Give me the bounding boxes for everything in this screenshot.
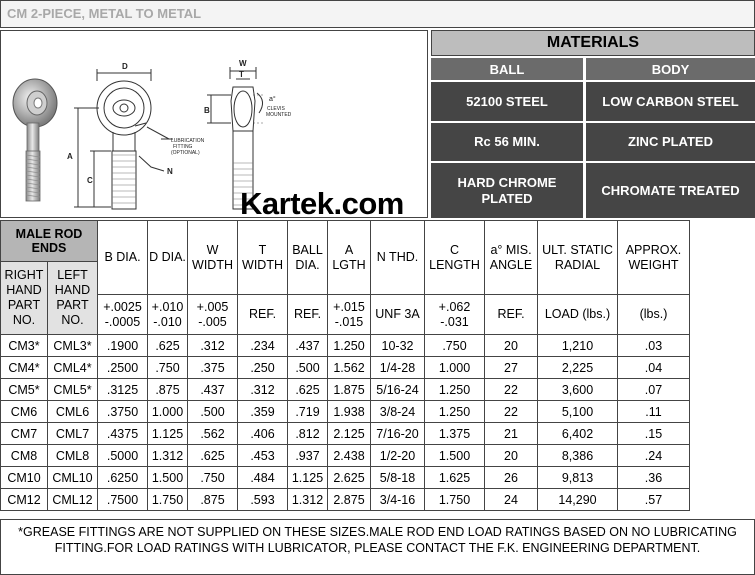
dim-label-C: C bbox=[87, 176, 93, 185]
mounted-label: MOUNTED bbox=[266, 112, 292, 118]
tol-load: LOAD (lbs.) bbox=[538, 295, 618, 335]
table-row bbox=[1, 401, 690, 423]
materials-ball-1: 52100 STEEL bbox=[431, 82, 583, 121]
table-cell: .07 bbox=[618, 379, 690, 401]
table-cell: CM7 bbox=[1, 423, 48, 445]
table-cell: 20 bbox=[485, 335, 538, 357]
table-cell: 1,210 bbox=[538, 335, 618, 357]
tol-w-width: +.005 -.005 bbox=[188, 295, 238, 335]
table-cell: .500 bbox=[288, 357, 328, 379]
table-cell: .375 bbox=[188, 357, 238, 379]
table-cell: .3750 bbox=[98, 401, 148, 423]
table-cell: 1.500 bbox=[425, 445, 485, 467]
table-cell: .57 bbox=[618, 489, 690, 511]
table-cell: .7500 bbox=[98, 489, 148, 511]
materials-col-ball: BALL bbox=[431, 58, 583, 80]
table-cell: .4375 bbox=[98, 423, 148, 445]
table-cell: .5000 bbox=[98, 445, 148, 467]
table-cell: 5,100 bbox=[538, 401, 618, 423]
group-header-male-rod-ends: MALE ROD ENDS bbox=[1, 221, 98, 262]
tol-t-width: REF. bbox=[238, 295, 288, 335]
table-cell: 21 bbox=[485, 423, 538, 445]
table-cell: CM3* bbox=[1, 335, 48, 357]
col-head-approx-weight: APPROX. WEIGHT bbox=[618, 221, 690, 295]
table-cell: .36 bbox=[618, 467, 690, 489]
table-cell: CML5* bbox=[48, 379, 98, 401]
table-cell: .453 bbox=[238, 445, 288, 467]
spec-table bbox=[0, 220, 690, 511]
table-cell: .312 bbox=[238, 379, 288, 401]
materials-body-2: ZINC PLATED bbox=[586, 123, 755, 161]
page-title: CM 2-PIECE, METAL TO METAL bbox=[7, 6, 202, 21]
table-row bbox=[1, 489, 690, 511]
table-cell: 2.625 bbox=[328, 467, 371, 489]
brand-watermark: Kartek.com bbox=[240, 186, 404, 221]
table-cell: 3/4-16 bbox=[371, 489, 425, 511]
table-cell: .875 bbox=[148, 379, 188, 401]
col-head-c-length: C LENGTH bbox=[425, 221, 485, 295]
table-cell: CML4* bbox=[48, 357, 98, 379]
table-cell: .3125 bbox=[98, 379, 148, 401]
tol-a-lgth: +.015 -.015 bbox=[328, 295, 371, 335]
col-head-w-width: W WIDTH bbox=[188, 221, 238, 295]
table-cell: 1.312 bbox=[288, 489, 328, 511]
tol-b-dia: +.0025 -.0005 bbox=[98, 295, 148, 335]
table-cell: .250 bbox=[238, 357, 288, 379]
col-head-left-hand: LEFT HAND PART NO. bbox=[48, 262, 98, 335]
dim-label-B: B bbox=[204, 106, 210, 115]
table-cell: CM12 bbox=[1, 489, 48, 511]
table-cell: 27 bbox=[485, 357, 538, 379]
table-cell: 22 bbox=[485, 401, 538, 423]
table-row bbox=[1, 445, 690, 467]
table-cell: 3,600 bbox=[538, 379, 618, 401]
table-cell: .312 bbox=[188, 335, 238, 357]
title-bar bbox=[0, 0, 755, 28]
table-cell: .11 bbox=[618, 401, 690, 423]
table-cell: 5/16-24 bbox=[371, 379, 425, 401]
lubrication-label-1: LUBRICATION bbox=[171, 138, 205, 144]
table-cell: .15 bbox=[618, 423, 690, 445]
table-cell: .6250 bbox=[98, 467, 148, 489]
table-cell: CM6 bbox=[1, 401, 48, 423]
table-cell: 1.375 bbox=[425, 423, 485, 445]
materials-body-1: LOW CARBON STEEL bbox=[586, 82, 755, 121]
col-head-a-lgth: A LGTH bbox=[328, 221, 371, 295]
table-cell: 10-32 bbox=[371, 335, 425, 357]
col-head-right-hand: RIGHT HAND PART NO. bbox=[1, 262, 48, 335]
dim-label-D: D bbox=[122, 62, 128, 71]
table-cell: .406 bbox=[238, 423, 288, 445]
table-cell: 1.250 bbox=[425, 401, 485, 423]
table-cell: 6,402 bbox=[538, 423, 618, 445]
lubrication-label-3: (OPTIONAL) bbox=[171, 150, 200, 156]
table-cell: .04 bbox=[618, 357, 690, 379]
table-cell: 1.750 bbox=[425, 489, 485, 511]
lubrication-label-2: FITTING bbox=[173, 144, 193, 150]
dim-label-a: a° bbox=[269, 96, 276, 103]
col-head-b-dia: B DIA. bbox=[98, 221, 148, 295]
table-cell: 1.250 bbox=[425, 379, 485, 401]
table-cell: .1900 bbox=[98, 335, 148, 357]
col-head-mis-angle: a° MIS. ANGLE bbox=[485, 221, 538, 295]
table-cell: .562 bbox=[188, 423, 238, 445]
rod-end-photo bbox=[13, 79, 57, 201]
table-row bbox=[1, 379, 690, 401]
footnote: *GREASE FITTINGS ARE NOT SUPPLIED ON THESE SIZES.MALE ROD END LOAD RATINGS BASED ON NO LUBRICATING FITTING.FOR LOAD RATINGS WITH LUBRICATOR, PLEASE CONTACT THE F.K. ENGINEERING DEPARTMENT. bbox=[0, 519, 755, 575]
col-head-t-width: T WIDTH bbox=[238, 221, 288, 295]
table-cell: CM10 bbox=[1, 467, 48, 489]
table-cell: .750 bbox=[148, 357, 188, 379]
table-cell: CML8 bbox=[48, 445, 98, 467]
materials-body-3: CHROMATE TREATED bbox=[586, 163, 755, 218]
table-cell: .750 bbox=[188, 467, 238, 489]
table-cell: 1.500 bbox=[148, 467, 188, 489]
table-cell: 20 bbox=[485, 445, 538, 467]
dim-label-T: T bbox=[239, 70, 244, 79]
table-cell: CM8 bbox=[1, 445, 48, 467]
table-cell: .937 bbox=[288, 445, 328, 467]
table-cell: .03 bbox=[618, 335, 690, 357]
materials-title: MATERIALS bbox=[431, 30, 755, 56]
table-row bbox=[1, 467, 690, 489]
table-cell: 3/8-24 bbox=[371, 401, 425, 423]
materials-ball-2: Rc 56 MIN. bbox=[431, 123, 583, 161]
table-cell: 2,225 bbox=[538, 357, 618, 379]
table-cell: .437 bbox=[288, 335, 328, 357]
dim-label-A: A bbox=[67, 152, 73, 161]
table-cell: 1.125 bbox=[148, 423, 188, 445]
table-cell: CML10 bbox=[48, 467, 98, 489]
table-cell: 8,386 bbox=[538, 445, 618, 467]
table-cell: 1.938 bbox=[328, 401, 371, 423]
table-cell: CML3* bbox=[48, 335, 98, 357]
table-cell: .234 bbox=[238, 335, 288, 357]
tol-d-dia: +.010 -.010 bbox=[148, 295, 188, 335]
table-cell: .500 bbox=[188, 401, 238, 423]
table-cell: CML12 bbox=[48, 489, 98, 511]
table-cell: CM5* bbox=[1, 379, 48, 401]
table-cell: 1.875 bbox=[328, 379, 371, 401]
data-rows bbox=[1, 335, 690, 511]
table-cell: .593 bbox=[238, 489, 288, 511]
table-cell: .437 bbox=[188, 379, 238, 401]
table-cell: .625 bbox=[188, 445, 238, 467]
table-cell: .359 bbox=[238, 401, 288, 423]
table-cell: .484 bbox=[238, 467, 288, 489]
table-cell: 1/2-20 bbox=[371, 445, 425, 467]
table-cell: .812 bbox=[288, 423, 328, 445]
table-cell: 22 bbox=[485, 379, 538, 401]
table-cell: 2.875 bbox=[328, 489, 371, 511]
table-cell: 1.125 bbox=[288, 467, 328, 489]
tol-c-length: +.062 -.031 bbox=[425, 295, 485, 335]
col-head-d-dia: D DIA. bbox=[148, 221, 188, 295]
table-cell: 14,290 bbox=[538, 489, 618, 511]
table-cell: .625 bbox=[148, 335, 188, 357]
dim-label-N: N bbox=[167, 167, 173, 176]
col-head-ball-dia: BALL DIA. bbox=[288, 221, 328, 295]
col-head-n-thd: N THD. bbox=[371, 221, 425, 295]
col-head-ult-static-radial: ULT. STATIC RADIAL bbox=[538, 221, 618, 295]
clevis-label: CLEVIS bbox=[267, 106, 285, 112]
table-cell: .2500 bbox=[98, 357, 148, 379]
materials-col-body: BODY bbox=[586, 58, 755, 80]
table-cell: .719 bbox=[288, 401, 328, 423]
tol-n-thd: UNF 3A bbox=[371, 295, 425, 335]
table-cell: 1.000 bbox=[425, 357, 485, 379]
table-cell: 24 bbox=[485, 489, 538, 511]
table-row bbox=[1, 423, 690, 445]
table-cell: 1.000 bbox=[148, 401, 188, 423]
table-cell: .24 bbox=[618, 445, 690, 467]
table-row bbox=[1, 335, 690, 357]
table-cell: 26 bbox=[485, 467, 538, 489]
front-view-drawing bbox=[74, 69, 173, 209]
tol-weight: (lbs.) bbox=[618, 295, 690, 335]
table-cell: 1.312 bbox=[148, 445, 188, 467]
table-cell: 1.625 bbox=[425, 467, 485, 489]
table-cell: 7/16-20 bbox=[371, 423, 425, 445]
table-cell: CM4* bbox=[1, 357, 48, 379]
table-cell: CML6 bbox=[48, 401, 98, 423]
tol-ball-dia: REF. bbox=[288, 295, 328, 335]
table-cell: .750 bbox=[425, 335, 485, 357]
table-cell: 1/4-28 bbox=[371, 357, 425, 379]
dim-label-W: W bbox=[239, 59, 247, 68]
spec-table-wrap bbox=[0, 220, 690, 511]
table-row bbox=[1, 357, 690, 379]
table-cell: 2.438 bbox=[328, 445, 371, 467]
table-cell: .625 bbox=[288, 379, 328, 401]
table-cell: 2.125 bbox=[328, 423, 371, 445]
table-cell: CML7 bbox=[48, 423, 98, 445]
table-cell: 5/8-18 bbox=[371, 467, 425, 489]
table-cell: 1.250 bbox=[328, 335, 371, 357]
table-cell: 1.750 bbox=[148, 489, 188, 511]
table-cell: 1.562 bbox=[328, 357, 371, 379]
materials-ball-3: HARD CHROME PLATED bbox=[431, 163, 583, 218]
table-cell: 9,813 bbox=[538, 467, 618, 489]
table-cell: .875 bbox=[188, 489, 238, 511]
tol-mis-angle: REF. bbox=[485, 295, 538, 335]
